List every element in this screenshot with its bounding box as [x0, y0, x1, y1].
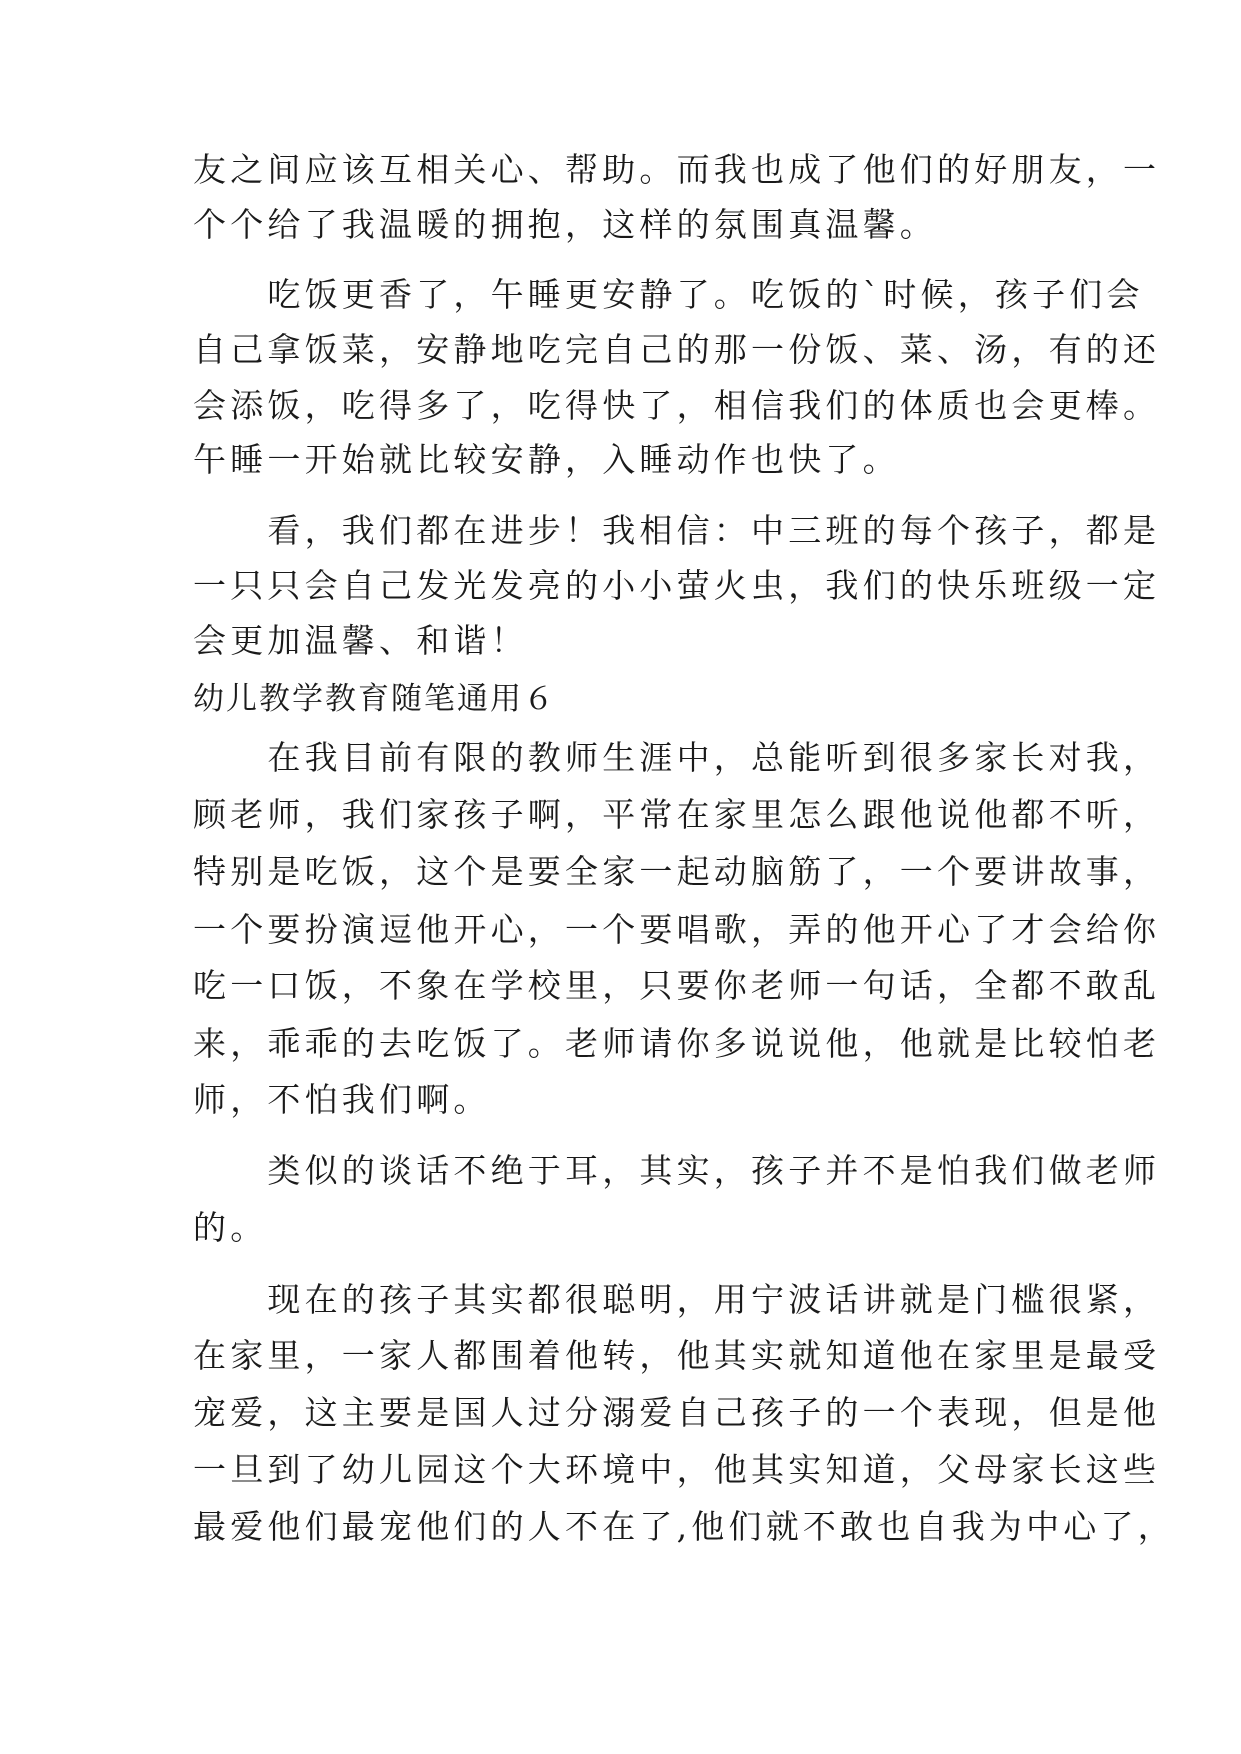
paragraph-line: 在我目前有限的教师生涯中，总能听到很多家长对我，	[193, 738, 1161, 777]
paragraph-line: 会添饭，吃得多了，吃得快了，相信我们的体质也会更棒。	[193, 386, 1161, 425]
paragraph-line: 个个给了我温暖的拥抱，这样的氛围真温馨。	[193, 205, 937, 244]
paragraph-line: 现在的孩子其实都很聪明，用宁波话讲就是门槛很紧，	[193, 1280, 1161, 1319]
paragraph-line: 在家里，一家人都围着他转，他其实就知道他在家里是最受	[193, 1336, 1161, 1375]
paragraph-line: 会更加温馨、和谐！	[193, 621, 528, 660]
paragraph-line: 一个要扮演逗他开心，一个要唱歌，弄的他开心了才会给你	[193, 910, 1161, 949]
section-heading: 幼儿教学教育随笔通用６	[193, 681, 556, 717]
paragraph-line: 午睡一开始就比较安静，入睡动作也快了。	[193, 440, 900, 479]
paragraph-line: 来，乖乖的去吃饭了。老师请你多说说他，他就是比较怕老	[193, 1024, 1161, 1063]
paragraph-line: 顾老师，我们家孩子啊，平常在家里怎么跟他说他都不听，	[193, 795, 1161, 834]
paragraph-line: 吃一口饭，不象在学校里，只要你老师一句话，全都不敢乱	[193, 966, 1161, 1005]
paragraph-line: 最爱他们最宠他们的人不在了,他们就不敢也自我为中心了，	[193, 1507, 1175, 1546]
paragraph-line: 自己拿饭菜，安静地吃完自己的那一份饭、菜、汤，有的还	[193, 330, 1161, 369]
paragraph-line: 的。	[193, 1208, 268, 1247]
paragraph-line: 看，我们都在进步！我相信：中三班的每个孩子，都是	[193, 511, 1161, 550]
paragraph-line: 特别是吃饭，这个是要全家一起动脑筋了，一个要讲故事，	[193, 852, 1161, 891]
paragraph-line: 类似的谈话不绝于耳，其实，孩子并不是怕我们做老师	[193, 1151, 1161, 1190]
paragraph-line: 一旦到了幼儿园这个大环境中，他其实知道，父母家长这些	[193, 1450, 1161, 1489]
paragraph-line: 友之间应该互相关心、帮助。而我也成了他们的好朋友，一	[193, 150, 1161, 189]
paragraph-line: 师，不怕我们啊。	[193, 1080, 491, 1119]
paragraph-line: 一只只会自己发光发亮的小小萤火虫，我们的快乐班级一定	[193, 566, 1161, 605]
paragraph-line: 宠爱，这主要是国人过分溺爱自己孩子的一个表现，但是他	[193, 1393, 1161, 1432]
paragraph-line: 吃饭更香了，午睡更安静了。吃饭的`时候，孩子们会	[193, 275, 1144, 314]
